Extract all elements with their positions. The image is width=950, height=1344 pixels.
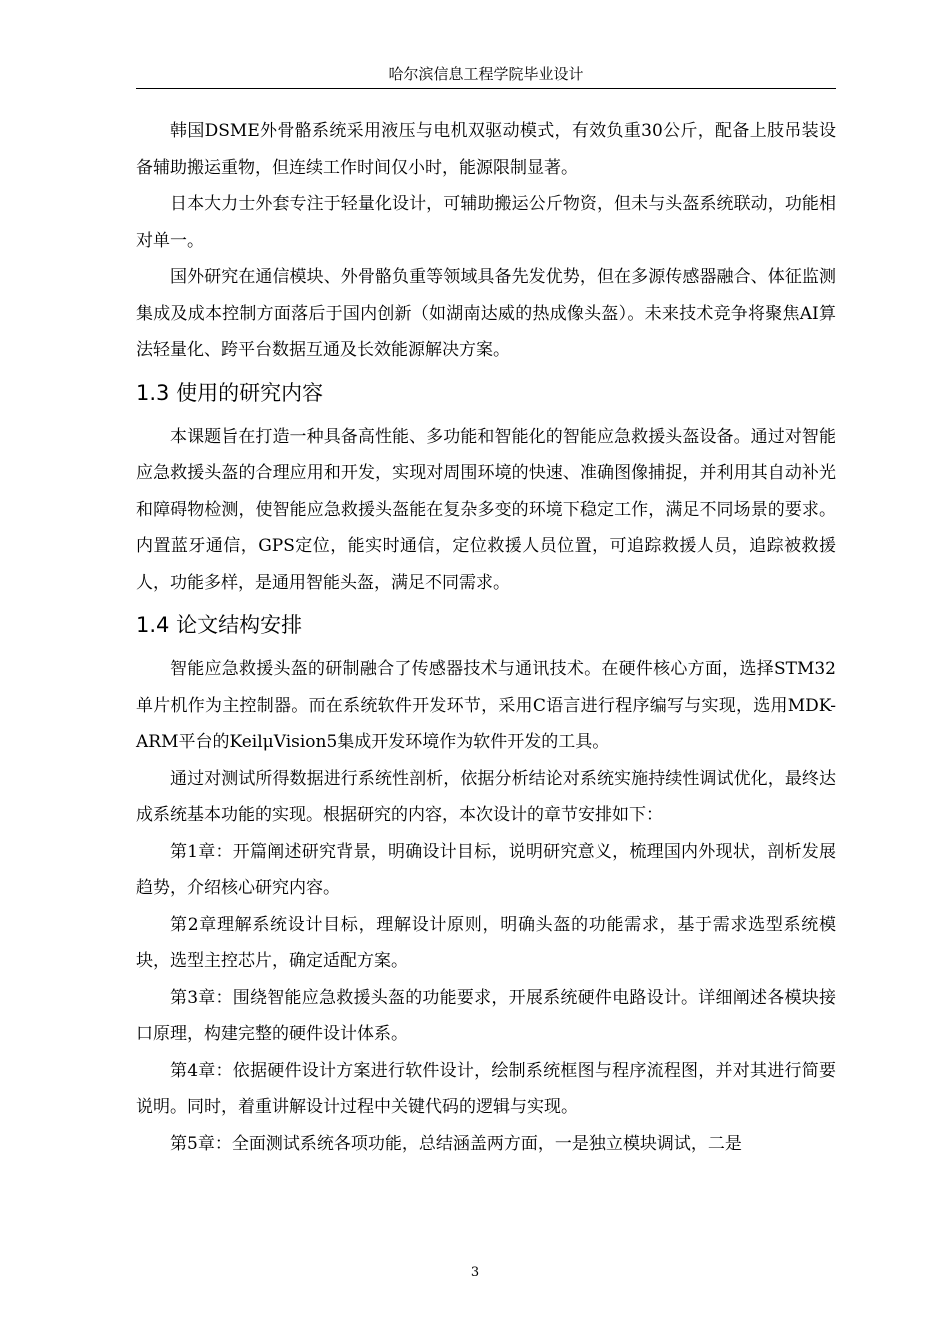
paragraph-development-tools: 智能应急救援头盔的研制融合了传感器技术与通讯技术。在硬件核心方面，选择STM32单片机作为主控制器。而在系统软件开发环节，采用C语言进行程序编写与实现，选用MDK-ARM平台的KeilμVision5集成开发环境作为软件开发的工具。 [136,659,836,752]
header-divider [136,88,836,89]
section-heading-1-3: 1.3 使用的研究内容 [136,380,324,405]
paragraph-chapter-5: 第5章：全面测试系统各项功能，总结涵盖两方面，一是独立模块调试，二是 [170,1133,742,1154]
paragraph-foreign-research: 国外研究在通信模块、外骨骼负重等领域具备先发优势，但在多源传感器融合、体征监测集成及成本控制方面落后于国内创新（如湖南达威的热成像头盔）。未来技术竞争将聚焦AI算法轻量化、跨平台数据互通及长效能源解决方案。 [136,267,836,360]
paragraph-chapter-2: 第2章理解系统设计目标，理解设计原则，明确头盔的功能需求，基于需求选型系统模块，选型主控芯片，确定适配方案。 [136,914,836,971]
paragraph-chapter-4: 第4章：依据硬件设计方案进行软件设计，绘制系统框图与程序流程图，并对其进行简要说明。同时，着重讲解设计过程中关键代码的逻辑与实现。 [136,1060,836,1117]
page-number: 3 [470,1265,480,1280]
document-body [136,113,836,1162]
paragraph-research-content: 本课题旨在打造一种具备高性能、多功能和智能化的智能应急救援头盔设备。通过对智能应急救援头盔的合理应用和开发，实现对周围环境的快速、准确图像捕捉，并利用其自动补光和障碍物检测，使智能应急救援头盔能在复杂多变的环境下稳定工作，满足不同场景的要求。内置蓝牙通信，GPS定位，能实时通信，定位救援人员位置，可追踪救援人员，追踪被救援人，功能多样，是通用智能头盔，满足不同需求。 [136,426,836,593]
page-header: 哈尔滨信息工程学院毕业设计 [388,65,584,83]
paragraph-chapter-intro: 通过对测试所得数据进行系统性剖析，依据分析结论对系统实施持续性调试优化，最终达成系统基本功能的实现。根据研究的内容，本次设计的章节安排如下： [136,768,836,825]
section-heading-1-4: 1.4 论文结构安排 [136,613,303,637]
paragraph-chapter-1: 第1章：开篇阐述研究背景，明确设计目标，说明研究意义，梳理国内外现状，剖析发展趋势，介绍核心研究内容。 [136,841,836,898]
paragraph-korea-dsme: 韩国DSME外骨骼系统采用液压与电机双驱动模式，有效负重30公斤，配备上肢吊装设备辅助搬运重物，但连续工作时间仅小时，能源限制显著。 [136,121,836,178]
paragraph-chapter-3: 第3章：围绕智能应急救援头盔的功能要求，开展系统硬件电路设计。详细阐述各模块接口原理，构建完整的硬件设计体系。 [136,987,836,1044]
paragraph-japan-suit: 日本大力士外套专注于轻量化设计，可辅助搬运公斤物资，但未与头盔系统联动，功能相对单一。 [136,194,836,251]
